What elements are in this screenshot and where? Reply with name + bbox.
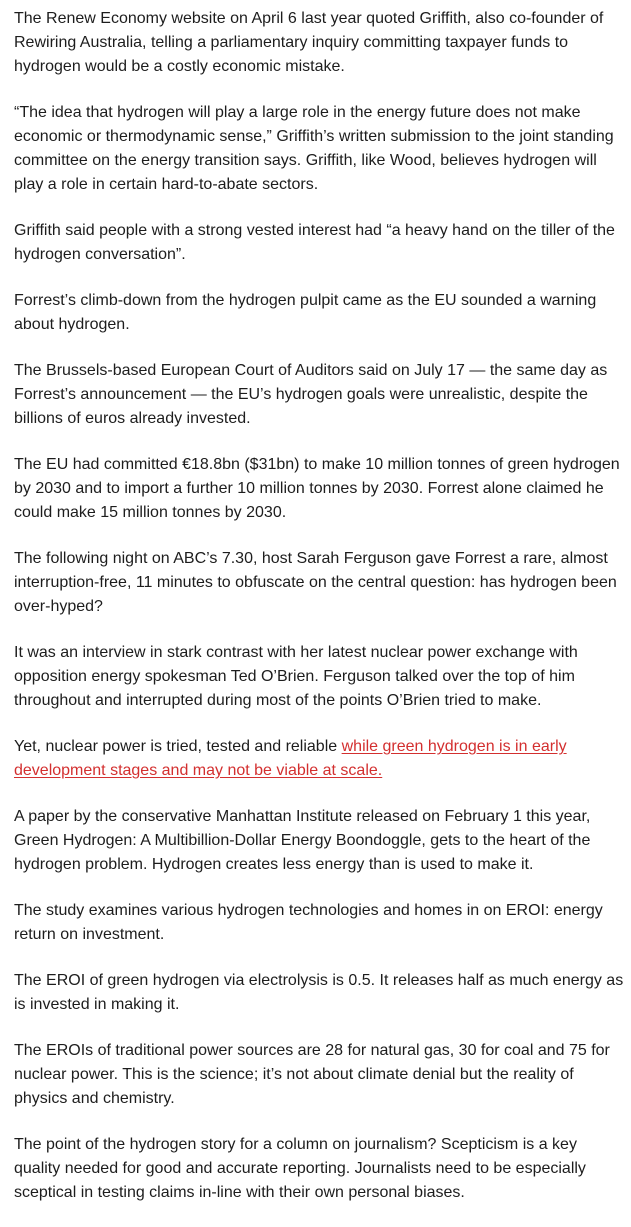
hydrogen-viability-link[interactable]: while green hydrogen is in early development stages and may not be viable at scale. xyxy=(14,738,567,779)
paragraph-abc-interview: The following night on ABC’s 7.30, host Sarah Ferguson gave Forrest a rare, almost interruption-free, 11 minutes to obfuscate on the central question: has hydrogen been over-hyped? xyxy=(14,550,617,615)
paragraph-griffith-submission: “The idea that hydrogen will play a large role in the energy future does not make economic or thermodynamic sense,” Griffith’s written submission to the joint standing committee on the energy transition says. Griffith, like Wood, believes hydrogen will play a role in certain hard-to-abate sectors. xyxy=(14,104,614,193)
paragraph-vested-interest: Griffith said people with a strong vested interest had “a heavy hand on the tiller of the hydrogen conversation”. xyxy=(14,222,615,263)
paragraph-nuclear-exchange: It was an interview in stark contrast with her latest nuclear power exchange with opposition energy spokesman Ted O’Brien. Ferguson talked over the top of him throughout and interrupted during most of the points O’Brien tried to make. xyxy=(14,644,578,709)
paragraph-eroi-traditional: The EROIs of traditional power sources are 28 for natural gas, 30 for coal and 75 for nuclear power. This is the science; it’s not about climate denial but the reality of physics and chemistry. xyxy=(14,1042,610,1107)
paragraph-renew-economy: The Renew Economy website on April 6 last year quoted Griffith, also co-founder of Rewiring Australia, telling a parliamentary inquiry committing taxpayer funds to hydrogen would be a costly economic mistake. xyxy=(14,10,604,75)
paragraph-scepticism: The point of the hydrogen story for a column on journalism? Scepticism is a key quality needed for good and accurate reporting. Journalists need to be especially sceptical in testing claims in-line with their own personal biases. xyxy=(14,1136,586,1201)
paragraph-eroi-study: The study examines various hydrogen technologies and homes in on EROI: energy return on investment. xyxy=(14,902,603,943)
paragraph-eroi-electrolysis: The EROI of green hydrogen via electrolysis is 0.5. It releases half as much energy as is invested in making it. xyxy=(14,972,624,1013)
paragraph-manhattan-institute: A paper by the conservative Manhattan Institute released on February 1 this year, Green Hydrogen: A Multibillion-Dollar Energy Boondoggle, gets to the heart of the hydrogen problem. Hydrogen creates less energy than is used to make it. xyxy=(14,808,591,873)
article-body xyxy=(14,7,626,1227)
paragraph-nuclear-vs-hydrogen xyxy=(14,735,626,783)
paragraph-lead-text: Yet, nuclear power is tried, tested and reliable xyxy=(14,738,342,755)
paragraph-court-of-auditors: The Brussels-based European Court of Auditors said on July 17 — the same day as Forrest’s announcement — the EU’s hydrogen goals were unrealistic, despite the billions of euros already invested. xyxy=(14,362,608,427)
paragraph-forrest-climb-down: Forrest’s climb-down from the hydrogen pulpit came as the EU sounded a warning about hydrogen. xyxy=(14,292,597,333)
paragraph-eu-commitment: The EU had committed €18.8bn ($31bn) to make 10 million tonnes of green hydrogen by 2030 and to import a further 10 million tonnes by 2030. Forrest alone claimed he could make 15 million tonnes by 2030. xyxy=(14,456,620,521)
